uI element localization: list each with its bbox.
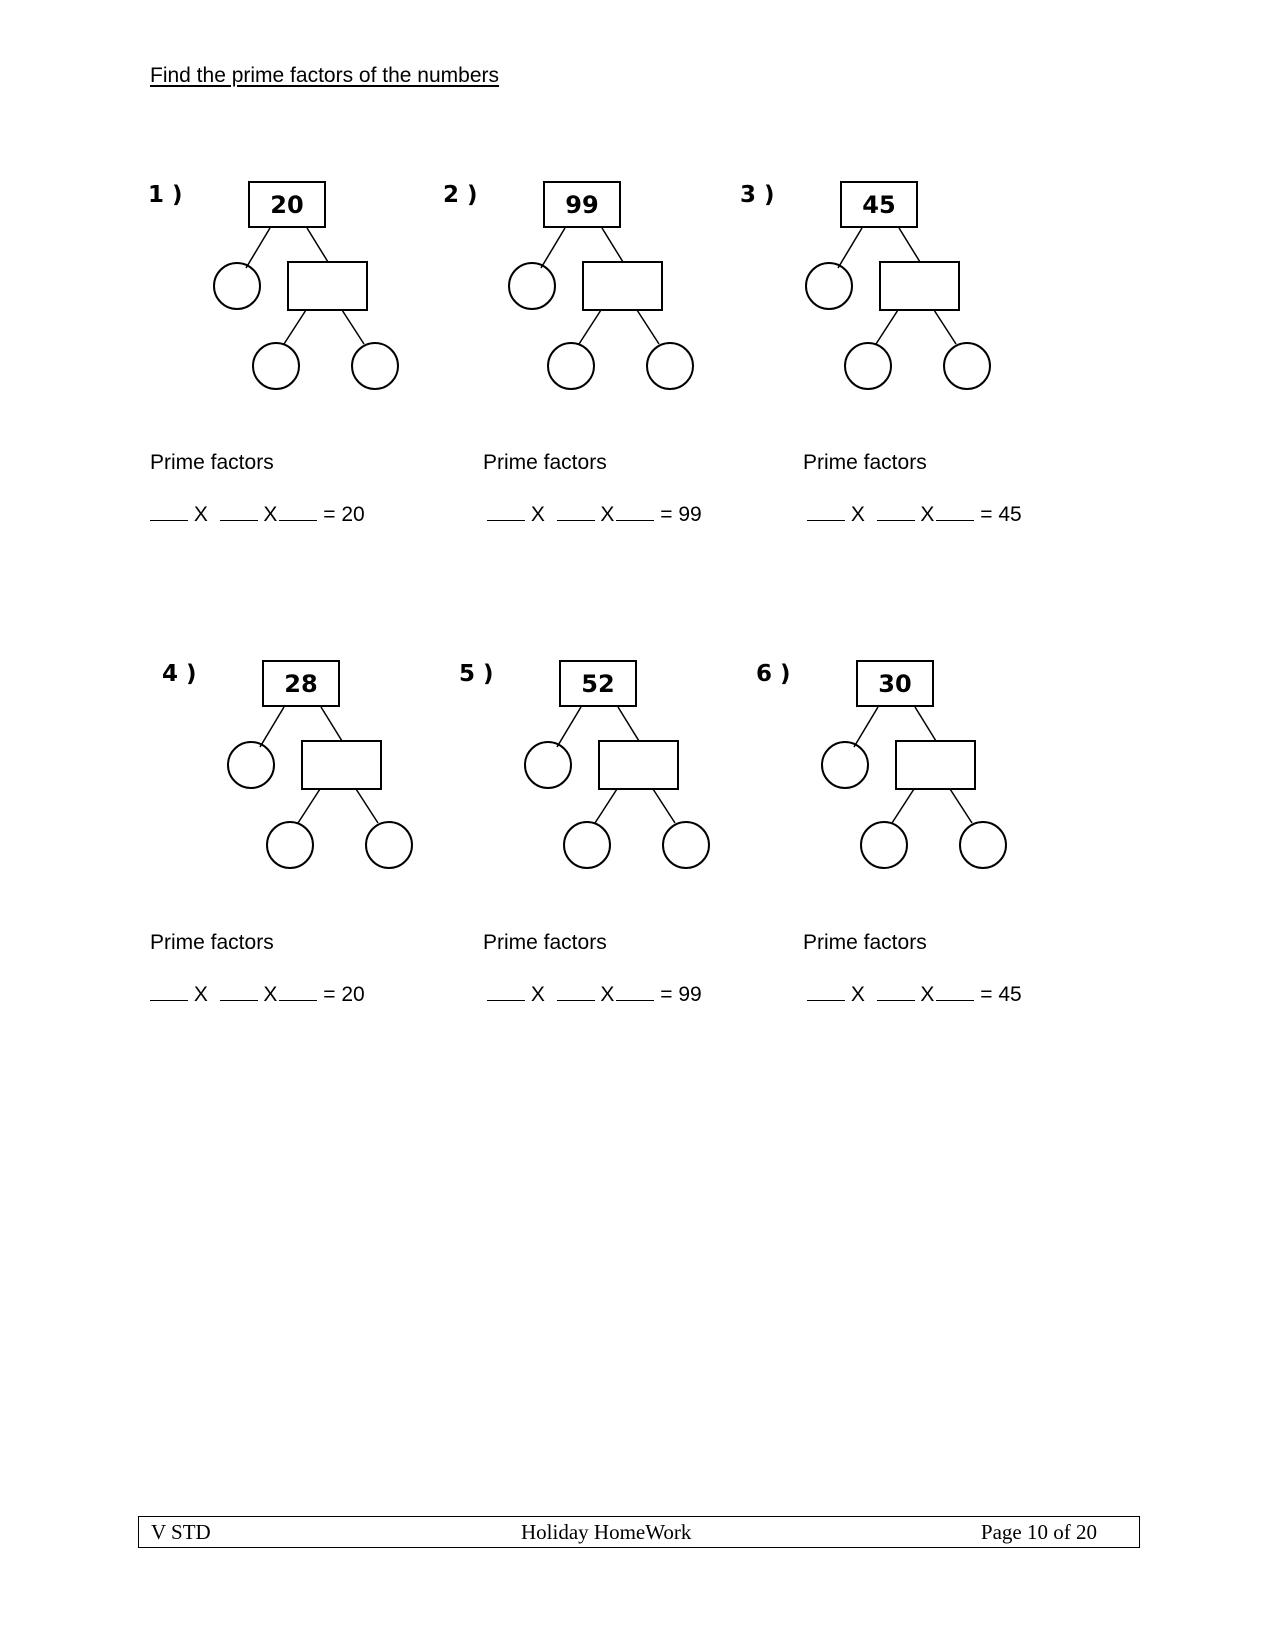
factor-circle-bottom-right[interactable]	[647, 343, 693, 389]
factor-box[interactable]	[302, 741, 381, 789]
factor-equation	[150, 502, 450, 527]
problem-number: 6 )	[756, 661, 791, 687]
factor-circle-left[interactable]	[509, 263, 555, 309]
factor-tree-lines	[740, 178, 1040, 398]
prime-factors-label: Prime factors	[150, 931, 274, 954]
factor-circle-left[interactable]	[806, 263, 852, 309]
factor-circle-left[interactable]	[525, 742, 571, 788]
factor-box[interactable]	[599, 741, 678, 789]
factor-circle-bottom-right[interactable]	[944, 343, 990, 389]
answer-block-3	[803, 451, 1103, 527]
answer-blank[interactable]	[220, 502, 258, 521]
equation-result: = 20	[323, 503, 365, 526]
equation-result: = 99	[660, 503, 702, 526]
factor-tree-lines	[443, 178, 743, 398]
answer-blank[interactable]	[487, 502, 525, 521]
problem-number: 2 )	[443, 182, 478, 208]
answer-blank[interactable]	[220, 982, 258, 1001]
factor-circle-bottom-left[interactable]	[253, 343, 299, 389]
factor-circle-bottom-right[interactable]	[366, 822, 412, 868]
factor-circle-left[interactable]	[822, 742, 868, 788]
factor-circle-bottom-right[interactable]	[960, 822, 1006, 868]
factor-equation	[807, 502, 1103, 527]
factor-circle-bottom-right[interactable]	[352, 343, 398, 389]
prime-factors-label: Prime factors	[150, 451, 274, 474]
multiply-sign: X	[850, 983, 865, 1006]
equation-result: = 45	[980, 983, 1022, 1006]
root-number-box: 20	[248, 181, 326, 228]
factor-tree-5	[459, 657, 759, 857]
multiply-sign: X	[920, 983, 935, 1006]
prime-factors-label: Prime factors	[803, 931, 927, 954]
multiply-sign: X	[530, 983, 545, 1006]
factor-box[interactable]	[583, 262, 662, 310]
answer-blank[interactable]	[936, 502, 974, 521]
answer-blank[interactable]	[877, 502, 915, 521]
factor-circle-left[interactable]	[228, 742, 274, 788]
problem-number: 1 )	[148, 182, 183, 208]
answer-blank[interactable]	[936, 982, 974, 1001]
factor-circle-bottom-left[interactable]	[861, 822, 907, 868]
root-number-box: 28	[262, 660, 340, 707]
answer-blank[interactable]	[616, 982, 654, 1001]
answer-blank[interactable]	[877, 982, 915, 1001]
equation-result: = 45	[980, 503, 1022, 526]
multiply-sign: X	[193, 983, 208, 1006]
root-number-box: 52	[559, 660, 637, 707]
factor-circle-bottom-right[interactable]	[663, 822, 709, 868]
multiply-sign: X	[600, 503, 615, 526]
factor-circle-bottom-left[interactable]	[845, 343, 891, 389]
multiply-sign: X	[193, 503, 208, 526]
factor-circle-bottom-left[interactable]	[564, 822, 610, 868]
answer-block-5	[483, 931, 783, 1007]
factor-circle-left[interactable]	[214, 263, 260, 309]
footer-title: Holiday HomeWork	[521, 1520, 692, 1544]
factor-tree-lines	[148, 178, 448, 398]
answer-blank[interactable]	[807, 982, 845, 1001]
answer-blank[interactable]	[150, 982, 188, 1001]
multiply-sign: X	[600, 983, 615, 1006]
factor-equation	[150, 982, 450, 1007]
factor-tree-4	[162, 657, 462, 857]
answer-blank[interactable]	[616, 502, 654, 521]
answer-block-6	[803, 931, 1103, 1007]
answer-blank[interactable]	[279, 502, 317, 521]
multiply-sign: X	[263, 503, 278, 526]
page-footer	[138, 1516, 1140, 1548]
factor-tree-3	[740, 178, 1040, 378]
multiply-sign: X	[530, 503, 545, 526]
factor-tree-6	[756, 657, 1056, 857]
factor-box[interactable]	[896, 741, 975, 789]
answer-block-1	[150, 451, 450, 527]
root-number-box: 30	[856, 660, 934, 707]
answer-blank[interactable]	[150, 502, 188, 521]
prime-factors-label: Prime factors	[483, 931, 607, 954]
factor-tree-2	[443, 178, 743, 378]
equation-result: = 20	[323, 983, 365, 1006]
answer-blank[interactable]	[807, 502, 845, 521]
answer-blank[interactable]	[487, 982, 525, 1001]
factor-box[interactable]	[880, 262, 959, 310]
factor-equation	[487, 502, 783, 527]
factor-tree-1	[148, 178, 448, 378]
factor-tree-lines	[162, 657, 462, 877]
factor-equation	[807, 982, 1103, 1007]
answer-blank[interactable]	[557, 502, 595, 521]
factor-equation	[487, 982, 783, 1007]
factor-circle-bottom-left[interactable]	[548, 343, 594, 389]
answer-blank[interactable]	[557, 982, 595, 1001]
prime-factors-label: Prime factors	[803, 451, 927, 474]
footer-page-number: Page 10 of 20	[980, 1520, 1097, 1544]
factor-tree-lines	[459, 657, 759, 877]
factor-tree-lines	[756, 657, 1056, 877]
footer-class: V STD	[151, 1520, 211, 1544]
answer-block-4	[150, 931, 450, 1007]
multiply-sign: X	[920, 503, 935, 526]
answer-blank[interactable]	[279, 982, 317, 1001]
problem-number: 3 )	[740, 182, 775, 208]
problem-number: 5 )	[459, 661, 494, 687]
multiply-sign: X	[263, 983, 278, 1006]
root-number-box: 99	[543, 181, 621, 228]
factor-box[interactable]	[288, 262, 367, 310]
multiply-sign: X	[850, 503, 865, 526]
root-number-box: 45	[840, 181, 918, 228]
answer-block-2	[483, 451, 783, 527]
prime-factors-label: Prime factors	[483, 451, 607, 474]
problem-number: 4 )	[162, 661, 197, 687]
factor-circle-bottom-left[interactable]	[267, 822, 313, 868]
equation-result: = 99	[660, 983, 702, 1006]
instruction-heading: Find the prime factors of the numbers	[150, 64, 499, 87]
